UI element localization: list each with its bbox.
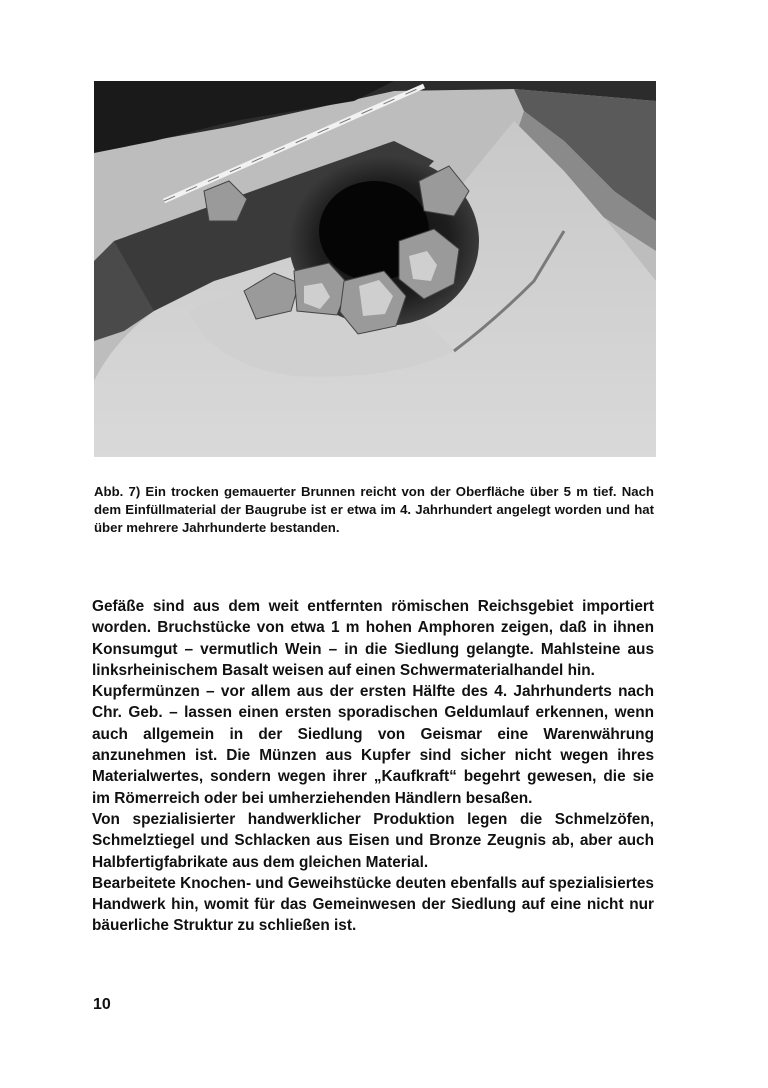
paragraph: Von spezialisierter handwerklicher Produktion legen die Schmelzöfen, Schmelztiegel und Schlacken aus Eisen und Bronze Zeugnis ab, aber auch Halbfertigfabrikate aus dem gleichen Material.: [92, 810, 654, 871]
paragraph: Kupfermünzen – vor allem aus der ersten Hälfte des 4. Jahrhunderts nach Chr. Geb. – lassen einen ersten sporadischen Geldumlauf erkennen, wenn auch allgemein in der Siedlung von Geismar eine Warenwährung anzunehmen ist. Die Münzen aus Kupfer sind sicher nicht wegen ihres Materialwertes, sondern wegen ihrer „Kaufkraft“ begehrt gewesen, die sie im Römerreich oder bei umherziehenden Händlern besaßen.: [92, 683, 654, 807]
caption-text: Abb. 7) Ein trocken gemauerter Brunnen reicht von der Oberfläche über 5 m tief. Nach dem Einfüllmaterial der Baugrube ist er etwa im 4. Jahrhundert angelegt worden und hat über mehrere Jahrhunderte bestanden.: [94, 484, 654, 535]
excavation-photo: [94, 81, 656, 457]
figure-caption: [94, 483, 654, 537]
body-text: [92, 596, 654, 937]
page-number: 10: [93, 996, 111, 1013]
paragraph: Gefäße sind aus dem weit entfernten römischen Reichsgebiet importiert worden. Bruchstücke von etwa 1 m hohen Amphoren zeigen, daß in ihnen Konsumgut – vermutlich Wein – in die Siedlung gelangte. Mahlsteine aus linksrheinischem Basalt weisen auf einen Schwermaterialhandel hin.: [92, 598, 654, 679]
paragraph: Bearbeitete Knochen- und Geweihstücke deuten ebenfalls auf spezialisiertes Handwerk hin, womit für das Gemeinwesen der Siedlung auf eine nicht nur bäuerliche Struktur zu schließen ist.: [92, 874, 654, 935]
